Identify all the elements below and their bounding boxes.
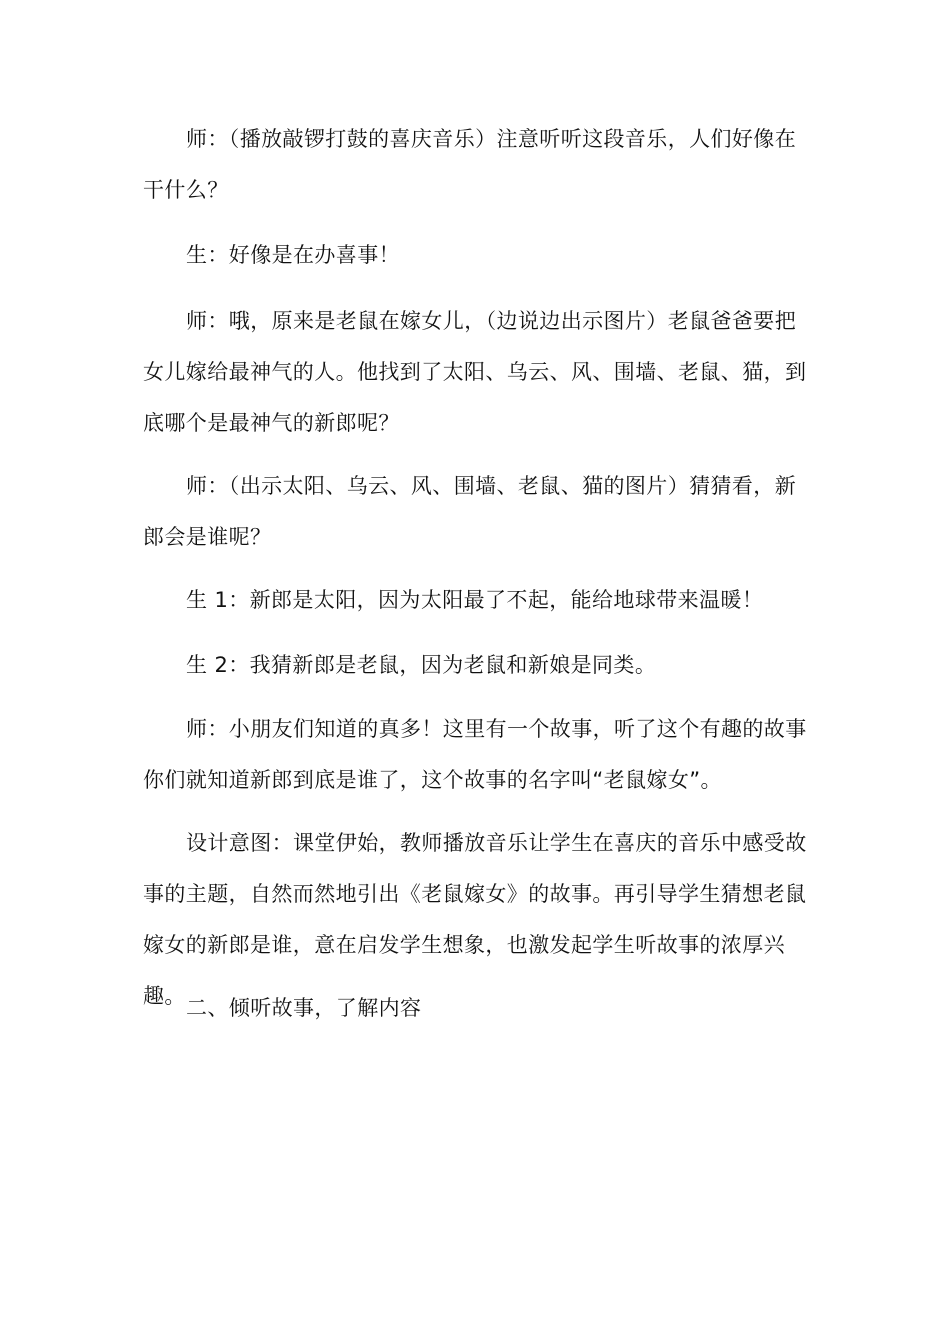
section-heading-listen-story: 二、倾听故事，了解内容 (186, 996, 422, 1020)
paragraph-design-intent: 设计意图：课堂伊始，教师播放音乐让学生在喜庆的音乐中感受故事的主题，自然而然地引出《老鼠嫁女》的故事。再引导学生猜想老鼠嫁女的新郎是谁，意在启发学生想象，也激发起学生听故事的浓厚兴趣。 (143, 831, 807, 1008)
paragraph-teacher-story-intro: 师：小朋友们知道的真多！这里有一个故事，听了这个有趣的故事你们就知道新郎到底是谁了，这个故事的名字叫“老鼠嫁女”。 (143, 717, 807, 792)
paragraph-teacher-mouse-wedding: 师：哦，原来是老鼠在嫁女儿，（边说边出示图片）老鼠爸爸要把女儿嫁给最神气的人。他找到了太阳、乌云、风、围墙、老鼠、猫，到底哪个是最神气的新郎呢？ (143, 309, 807, 435)
paragraph-student2-answer: 生 2：我猜新郎是老鼠，因为老鼠和新娘是同类。 (186, 653, 657, 677)
paragraph-student-wedding-answer: 生：好像是在办喜事！ (186, 243, 400, 267)
paragraph-student1-answer: 生 1：新郎是太阳，因为太阳最了不起，能给地球带来温暖！ (186, 588, 764, 612)
paragraph-teacher-guess-groom: 师：（出示太阳、乌云、风、围墙、老鼠、猫的图片）猜猜看，新郎会是谁呢？ (143, 474, 797, 549)
paragraph-teacher-music-question: 师：（播放敲锣打鼓的喜庆音乐）注意听听这段音乐，人们好像在干什么？ (143, 127, 797, 202)
